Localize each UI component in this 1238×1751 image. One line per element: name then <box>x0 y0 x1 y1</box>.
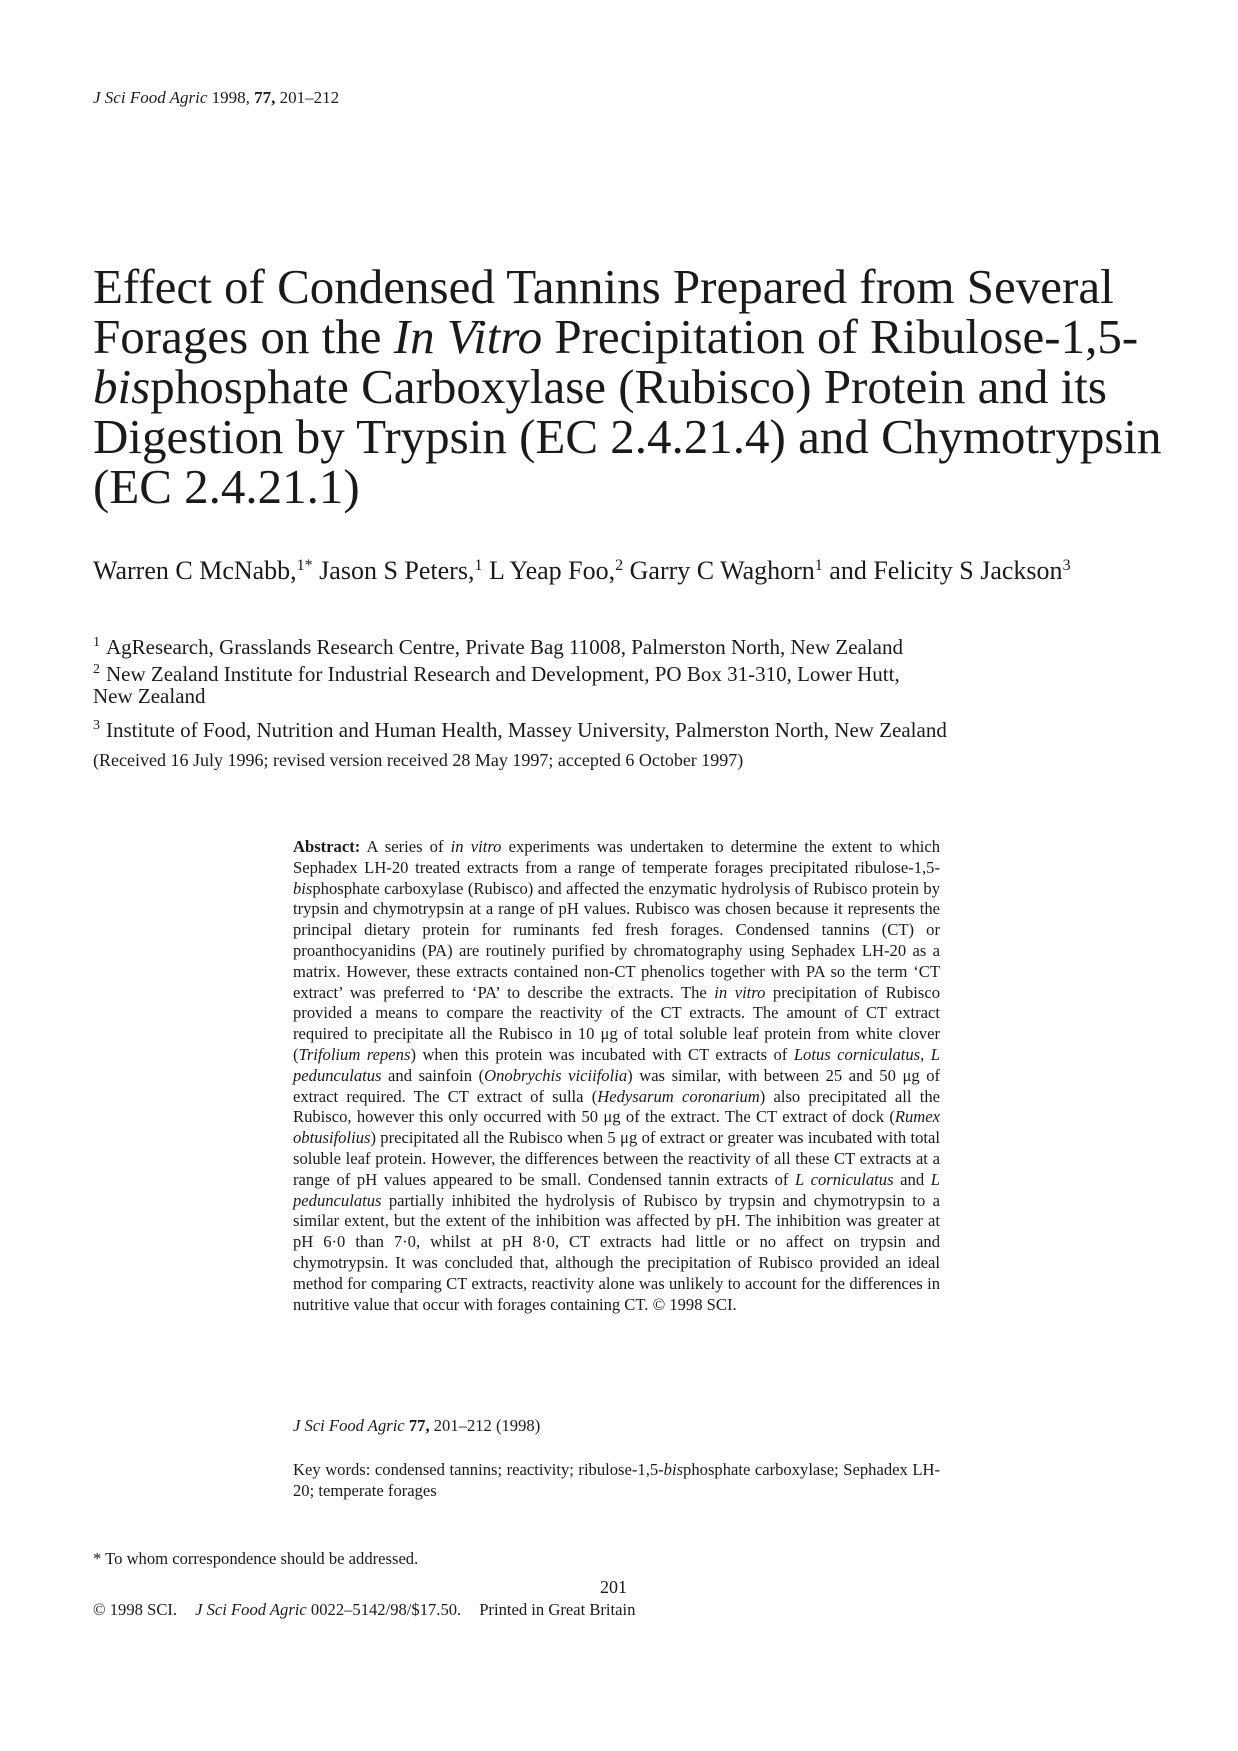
journal-volume: 77, <box>254 88 276 107</box>
abstract-text: ) precipitated all the Rubisco when 5 μg of extract or greater was incubated with total soluble leaf protein. However, the differences between the reactivity of all these CT extracts at a range of pH values appeared to be small. Condensed tannin extracts of <box>293 1128 940 1189</box>
affiliation <box>93 656 900 688</box>
abstract-italic: L corniculatus <box>795 1169 894 1189</box>
citation-volume: 77, <box>408 1416 430 1435</box>
abstract-text: ) when this protein was incubated with CT extracts of <box>410 1044 794 1064</box>
received-dates: (Received 16 July 1996; revised version received 28 May 1997; accepted 6 October 1997) <box>93 750 744 770</box>
paper-title <box>93 259 1193 514</box>
author-name: Jason S Peters, <box>319 556 475 585</box>
abstract-text: ) also precipitated all the Rubisco, however this only occurred with 50 μg of the extract. The CT extract of dock ( <box>293 1086 940 1127</box>
abstract-italic: bis <box>293 878 313 898</box>
author-name: L Yeap Foo, <box>488 556 616 585</box>
title-text: Effect of Condensed Tannins Prepared from Several Forages on the <box>93 259 1114 364</box>
title-text: Precipitation of Ribulose-1,5- <box>542 309 1139 364</box>
abstract-text: phosphate carboxylase (Rubisco) and affected the enzymatic hydrolysis of Rubisco protein by trypsin and chymotrypsin at a range of pH values. Rubisco was chosen because it represents the principal dietary protein for ruminants fed fresh forages. Condensed tannins (CT) or proanthocyanidins (PA) are routinely purified by chromatography using Sephadex LH-20 as a matrix. However, these extracts contained non-CT phenolics together with PA so the term ‘CT extract’ was preferred to ‘PA’ to describe the extracts. The <box>293 878 940 1002</box>
copyright-text: © 1998 SCI. <box>93 1600 178 1619</box>
abstract-italic: Rumex obtusifolius <box>293 1107 940 1148</box>
abstract-italic: Trifolium repens <box>298 1044 411 1064</box>
affiliation <box>93 712 947 744</box>
abstract-text: , <box>920 1044 931 1064</box>
abstract <box>293 837 940 1315</box>
author-name: and Felicity S Jackson <box>829 556 1063 585</box>
journal-year: 1998, <box>211 88 250 107</box>
abstract-italic: L pedunculatus <box>293 1044 941 1085</box>
author-list <box>93 549 1093 588</box>
abstract-text: partially inhibited the hydrolysis of Rubisco by trypsin and chymotrypsin to a similar extent, but the extent of the inhibition was affected by pH. The inhibition was greater at pH 6·0 than 7·0, whilst at pH 8·0, CT extracts had little or no affect on trypsin and chymotrypsin. It was concluded that, although the precipitation of Rubisco provided an ideal method for comparing CT extracts, reactivity alone was unlikely to account for the differences in nutritive value that occur with forages containing CT. © 1998 SCI. <box>293 1190 940 1314</box>
title-italic: In Vitro <box>393 309 543 364</box>
author-mark: 3 <box>1062 557 1071 574</box>
affiliation-text: AgResearch, Grasslands Research Centre, Private Bag 11008, Palmerston North, New Zealand <box>106 635 903 659</box>
abstract-label: Abstract: <box>293 837 361 856</box>
author-name: Garry C Waghorn <box>629 556 815 585</box>
printed-in: Printed in Great Britain <box>479 1600 636 1619</box>
abstract-text: and <box>893 1169 931 1189</box>
journal-citation-header <box>93 88 339 108</box>
abstract-text: and sainfoin ( <box>381 1065 485 1085</box>
keywords-text: phosphate carboxylase; Sephadex LH-20; temperate forages <box>293 1460 940 1500</box>
citation-pages: 201–212 (1998) <box>433 1416 541 1435</box>
abstract-text: A series of <box>360 837 451 856</box>
journal-code <box>195 1600 461 1619</box>
title-text: phosphate Carboxylase (Rubisco) Protein and its Digestion by Trypsin (EC 2.4.21.4) and Chymotrypsin (EC 2.4.21.1) <box>93 359 1162 514</box>
abstract-paragraph <box>293 837 940 1315</box>
abstract-italic: L pedunculatus <box>293 1169 940 1210</box>
abstract-italic: in vitro <box>450 837 502 856</box>
abstract-text: experiments was undertaken to determine the extent to which Sephadex LH-20 treated extracts from a range of temperate forages precipitated ribulose-1,5- <box>293 837 941 877</box>
abstract-italic: in vitro <box>714 982 766 1002</box>
keywords-label: Key words: <box>293 1460 371 1479</box>
copyright-line <box>93 1600 653 1620</box>
affiliation-mark: 1 <box>93 635 100 650</box>
affiliation-mark: 3 <box>93 718 100 733</box>
author-mark: 2 <box>615 557 624 574</box>
abstract-italic: Onobrychis viciifolia <box>484 1065 628 1085</box>
affiliation-mark: 2 <box>93 662 100 677</box>
title-italic: bis <box>93 359 151 414</box>
affiliation-text: Institute of Food, Nutrition and Human Health, Massey University, Palmerston North, New Zealand <box>106 718 947 742</box>
abstract-italic: Hedysarum coronarium <box>597 1086 760 1106</box>
page-number: 201 <box>600 1577 627 1597</box>
abstract-italic: Lotus corniculatus <box>793 1044 921 1064</box>
abstract-text: ) was similar, with between 25 and 50 μg of extract required. The CT extract of sulla ( <box>293 1065 941 1106</box>
correspondence-footnote: * To whom correspondence should be addressed. <box>93 1549 419 1568</box>
bottom-journal-name: J Sci Food Agric <box>195 1600 307 1619</box>
keywords-italic: bis <box>663 1460 684 1479</box>
abstract-citation <box>293 1416 540 1436</box>
journal-name: J Sci Food Agric <box>93 88 208 107</box>
author-name: Warren C McNabb, <box>93 556 297 585</box>
author-mark: 1 <box>474 557 483 574</box>
citation-journal: J Sci Food Agric <box>293 1416 405 1435</box>
affiliation-text: New Zealand Institute for Industrial Research and Development, PO Box 31-310, Lower Hutt, <box>106 662 900 686</box>
keywords-text: condensed tannins; reactivity; ribulose-1,5- <box>370 1460 664 1479</box>
issn-code: 0022–5142/98/$17.50. <box>310 1600 462 1619</box>
keywords <box>293 1459 940 1501</box>
author-mark: 1 <box>814 557 823 574</box>
journal-pages: 201–212 <box>279 88 340 107</box>
abstract-text: precipitation of Rubisco provided a means to compare the reactivity of the CT extracts. The amount of CT extract required to precipitate all the Rubisco in 10 μg of total soluble leaf protein from white clover ( <box>293 982 941 1064</box>
affiliation-continued: New Zealand <box>93 684 206 708</box>
author-mark: 1* <box>296 557 313 574</box>
